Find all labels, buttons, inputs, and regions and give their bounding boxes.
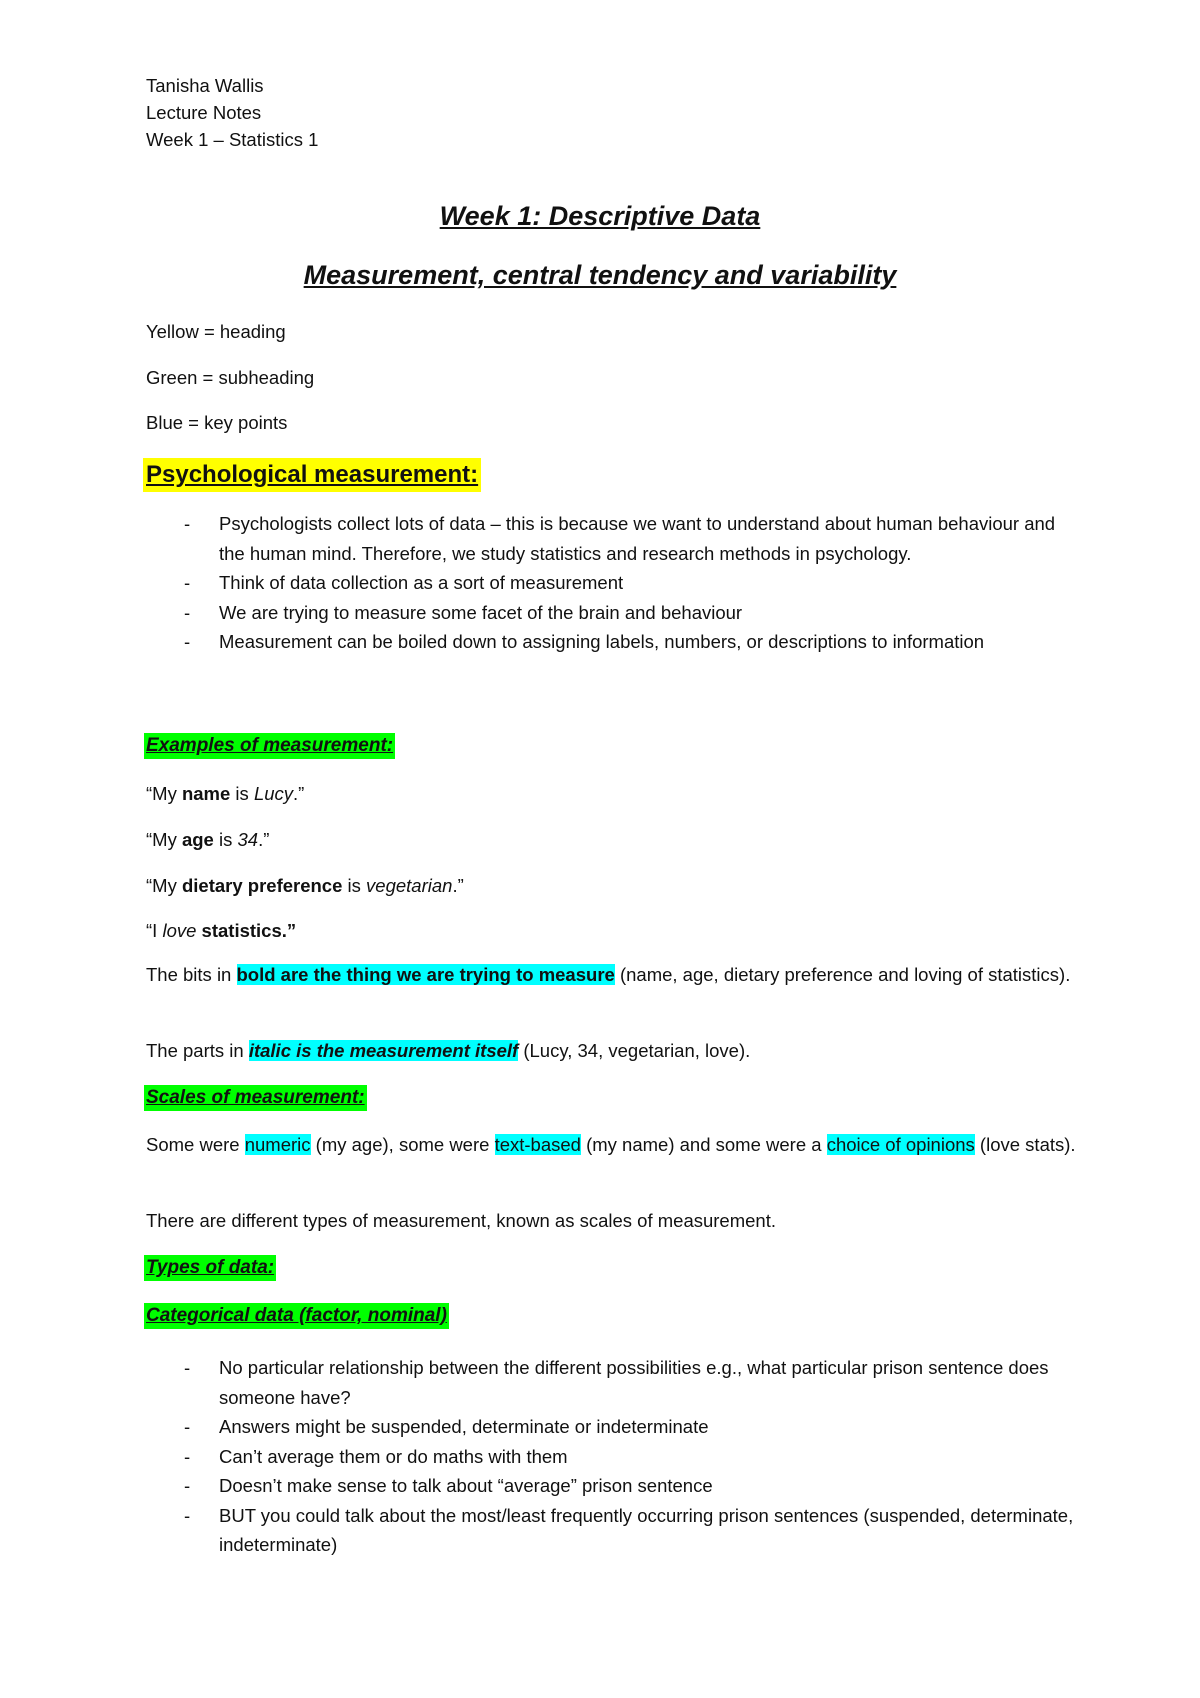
dash-marker: - (184, 601, 191, 623)
key-green: Green = subheading (146, 367, 315, 388)
bold-explanation: The bits in bold are the thing we are trying to measure (name, age, dietary preference and loving of statistics). (146, 964, 1071, 985)
dash-marker: - (184, 1416, 191, 1437)
list-item: - No particular relationship between the different possibilities e.g., what particular prison sentence does someone have? (146, 1353, 1076, 1412)
key-point-highlight: italic is the measurement itself (248, 1040, 519, 1061)
scales-paragraph: Some were numeric (my age), some were text-based (my name) and some were a choice of opinions (love stats). (146, 1134, 1076, 1155)
italic-explanation: The parts in italic is the measurement itself (Lucy, 34, vegetarian, love). (146, 1040, 751, 1061)
example-diet: “My dietary preference is vegetarian.” (146, 875, 464, 896)
key-point-highlight: choice of opinions (826, 1134, 975, 1155)
subheading-scales: Scales of measurement: (144, 1085, 367, 1111)
categorical-bullet-list (146, 1353, 1076, 1560)
dash-marker: - (184, 1357, 191, 1378)
example-love: “I love statistics.” (146, 920, 297, 941)
scales-types-sentence: There are different types of measurement, known as scales of measurement. (146, 1210, 776, 1231)
key-yellow: Yellow = heading (146, 321, 286, 342)
list-item: - Measurement can be boiled down to assigning labels, numbers, or descriptions to information (146, 627, 1076, 657)
doc-type: Lecture Notes (146, 102, 262, 123)
key-blue: Blue = key points (146, 412, 288, 433)
week-label: Week 1 – Statistics 1 (146, 129, 319, 150)
list-item: - We are trying to measure some facet of the brain and behaviour (146, 598, 1076, 628)
dash-marker: - (184, 1475, 191, 1496)
list-item: - Think of data collection as a sort of measurement (146, 568, 1076, 598)
subheading-categorical-data: Categorical data (factor, nominal) (144, 1303, 449, 1329)
key-point-highlight: text-based (494, 1134, 581, 1155)
author-name: Tanisha Wallis (146, 75, 264, 96)
example-name: “My name is Lucy.” (146, 783, 305, 804)
list-item: - BUT you could talk about the most/least frequently occurring prison sentences (suspended, determinate, indeterminate) (146, 1501, 1076, 1560)
page-subtitle: Measurement, central tendency and variability (303, 260, 897, 290)
list-item: - Can’t average them or do maths with them (146, 1442, 1076, 1472)
list-item: - Answers might be suspended, determinate or indeterminate (146, 1412, 1076, 1442)
list-item: - Doesn’t make sense to talk about “average” prison sentence (146, 1471, 1076, 1501)
page-title: Week 1: Descriptive Data (439, 201, 761, 231)
subheading-examples: Examples of measurement: (144, 733, 395, 759)
key-point-highlight: bold are the thing we are trying to measure (236, 964, 615, 985)
psych-bullet-list (146, 509, 1076, 657)
dash-marker: - (184, 1504, 191, 1526)
dash-marker: - (184, 631, 191, 652)
dash-marker: - (184, 1445, 191, 1467)
subheading-types-of-data: Types of data: (144, 1255, 276, 1281)
dash-marker: - (184, 513, 191, 534)
example-age: “My age is 34.” (146, 829, 270, 850)
key-point-highlight: numeric (244, 1134, 311, 1155)
list-item: - Psychologists collect lots of data – this is because we want to understand about human behaviour and the human mind. Therefore, we study statistics and research methods in psychology. (146, 509, 1076, 568)
dash-marker: - (184, 572, 191, 593)
heading-psychological-measurement: Psychological measurement: (143, 458, 481, 492)
